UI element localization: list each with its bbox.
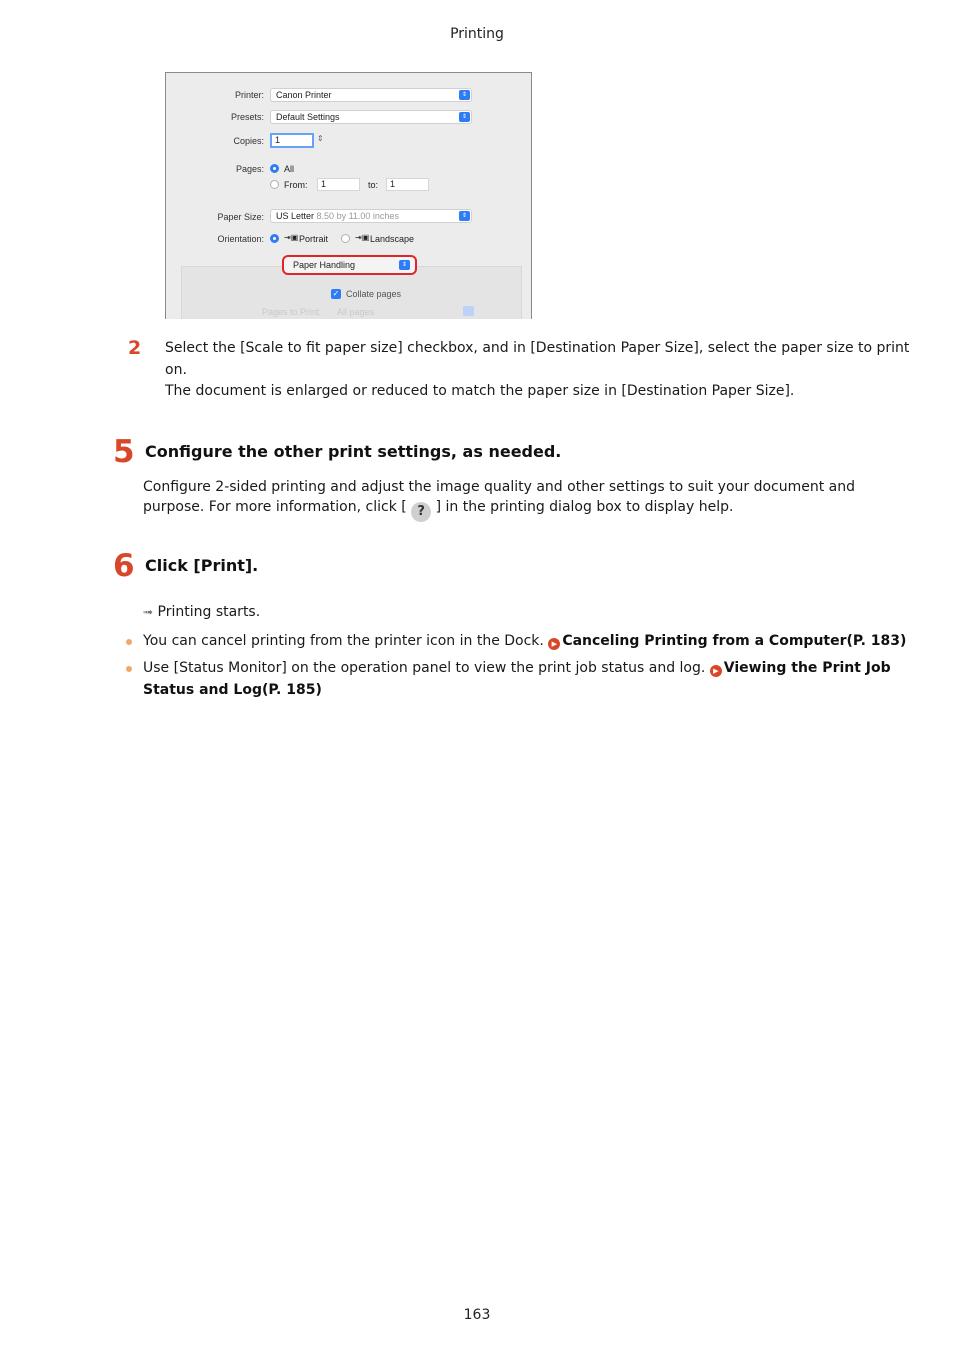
portrait-radio[interactable]: [270, 234, 279, 243]
printer-popup[interactable]: [270, 88, 472, 102]
paper-size-label: Paper Size:: [217, 212, 264, 222]
step-6-heading: Click [Print].: [145, 556, 259, 575]
popup-chevron-icon: ⇕: [459, 90, 470, 100]
landscape-icon: ⇥▣: [355, 233, 370, 242]
landscape-label: Landscape: [370, 234, 415, 244]
paper-size-popup[interactable]: [270, 209, 472, 223]
step-6-result-text: Printing starts.: [157, 604, 261, 620]
pages-label: Pages:: [235, 164, 264, 174]
copies-input[interactable]: 1: [270, 133, 314, 148]
link-text: Canceling Printing from a Computer(P. 183): [562, 633, 907, 649]
paper-size-value: US Letter: [276, 211, 315, 221]
result-arrow-icon: ➟: [143, 605, 154, 619]
step-6-number: 6: [113, 548, 135, 584]
presets-value: Default Settings: [276, 112, 340, 122]
section-value: Paper Handling: [293, 260, 356, 270]
popup-chevron-icon: ⇕: [399, 260, 410, 270]
link-viewing-job-status-cont[interactable]: Status and Log(P. 185): [143, 682, 322, 698]
help-question-icon: ?: [411, 502, 431, 522]
pages-range-radio[interactable]: [270, 180, 279, 189]
pages-to-print-value: All pages: [337, 307, 375, 317]
step-5-heading: Configure the other print settings, as needed.: [145, 442, 562, 461]
orientation-label: Orientation:: [217, 234, 264, 244]
portrait-icon: ⇥▣: [284, 233, 299, 242]
popup-chevron-icon: ⇕: [459, 112, 470, 122]
section-popup-highlight[interactable]: [282, 255, 417, 275]
collate-label: Collate pages: [346, 289, 402, 299]
link-arrow-icon: ▶: [548, 638, 560, 650]
copies-label: Copies:: [233, 136, 264, 146]
bullet-1-text: You can cancel printing from the printer icon in the Dock.: [143, 633, 544, 649]
substep-line-2: on.: [165, 362, 187, 378]
printer-label: Printer:: [234, 90, 264, 100]
bullet-item-1: [143, 631, 906, 652]
pages-to-input[interactable]: 1: [386, 178, 429, 191]
pages-from-label: From:: [284, 180, 308, 190]
link-viewing-job-status[interactable]: [710, 660, 891, 676]
print-dialog-screenshot: [165, 72, 532, 319]
copies-stepper-icon[interactable]: ⇕: [317, 134, 324, 143]
bullet-icon: [126, 639, 132, 645]
step-5-number: 5: [113, 434, 135, 470]
step-6-result: [143, 602, 260, 623]
step-5-line-2: [143, 497, 733, 522]
running-header: Printing: [450, 26, 504, 42]
substep-line-1: Select the [Scale to fit paper size] checkbox, and in [Destination Paper Size], select the paper size to print: [165, 340, 910, 356]
step-5-line-1: Configure 2-sided printing and adjust the image quality and other settings to suit your document and: [143, 479, 856, 495]
substep-number: 2: [128, 337, 142, 359]
collate-checkbox-icon[interactable]: ✓: [332, 289, 340, 298]
pages-to-print-label: Pages to Print:: [262, 307, 322, 317]
pages-all-label: All: [284, 164, 295, 174]
substep-line-3: The document is enlarged or reduced to match the paper size in [Destination Paper Size].: [165, 383, 795, 399]
presets-label: Presets:: [230, 112, 264, 122]
bullet-icon: [126, 666, 132, 672]
pages-to-label: to:: [368, 180, 379, 190]
step-5-line-2b: ] in the printing dialog box to display help.: [435, 499, 734, 515]
pages-all-radio[interactable]: [270, 164, 279, 173]
link-canceling-printing[interactable]: [548, 633, 906, 649]
page-number: 163: [463, 1307, 491, 1323]
portrait-label: Portrait: [299, 234, 329, 244]
link-text: Viewing the Print Job: [723, 660, 891, 676]
step-5-line-2a: purpose. For more information, click [: [143, 499, 407, 515]
landscape-radio[interactable]: [341, 234, 350, 243]
faded-popup-chevron-icon: [463, 306, 474, 316]
presets-popup[interactable]: [270, 110, 472, 124]
link-arrow-icon: ▶: [710, 665, 722, 677]
bullet-item-2: [143, 658, 891, 679]
printer-value: Canon Printer: [276, 90, 332, 100]
popup-chevron-icon: ⇕: [459, 211, 470, 221]
pages-from-input[interactable]: 1: [317, 178, 360, 191]
section-popup[interactable]: [288, 259, 411, 273]
paper-size-dims: 8.50 by 11.00 inches: [316, 211, 399, 221]
bullet-2-text: Use [Status Monitor] on the operation panel to view the print job status and log.: [143, 660, 706, 676]
